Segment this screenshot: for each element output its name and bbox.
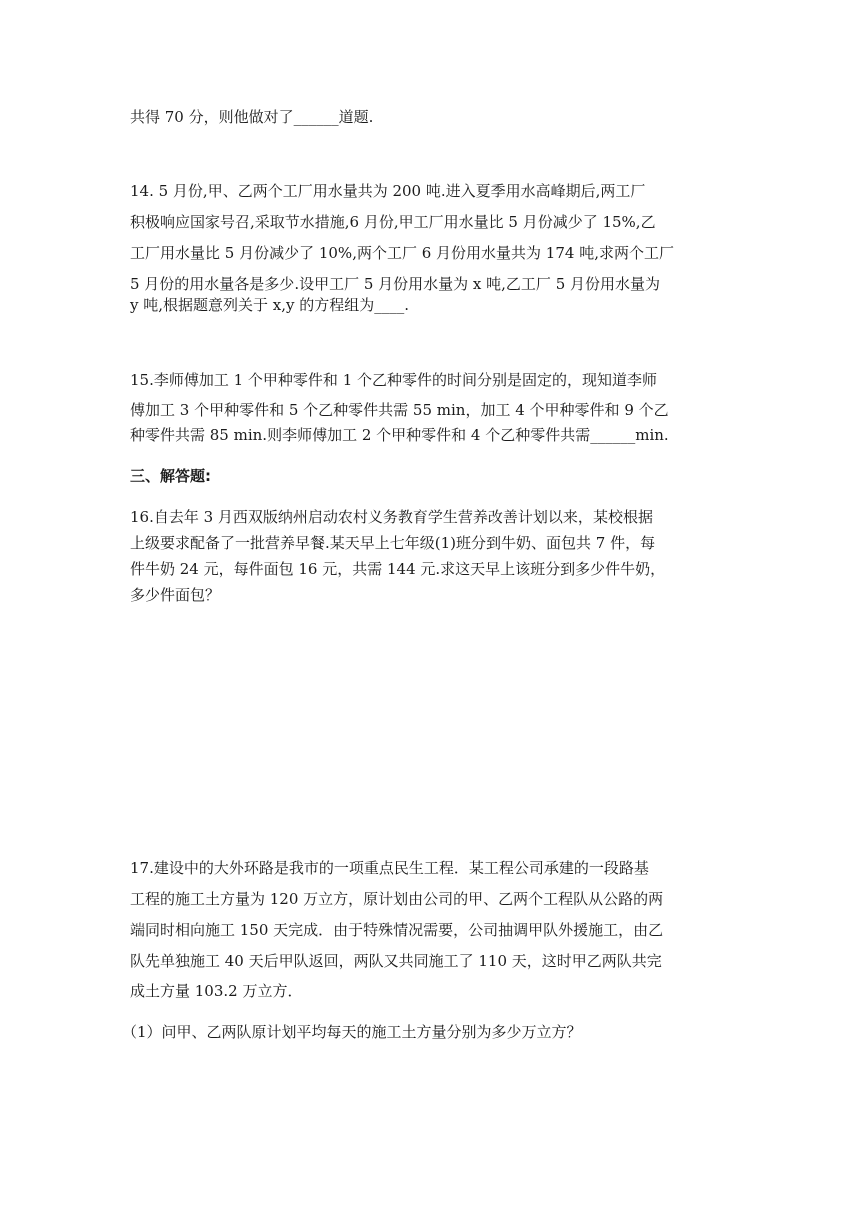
- question-16-line: 件牛奶 24 元，每件面包 16 元，共需 144 元.求这天早上该班分到多少件牛奶，: [130, 560, 666, 578]
- question-14-line: 14. 5 月份,甲、乙两个工厂用水量共为 200 吨.进入夏季用水高峰期后,两工厂: [130, 182, 646, 200]
- question-17-part-1: （1）问甲、乙两队原计划平均每天的施工土方量分别为多少万立方？: [122, 1023, 582, 1041]
- question-14-line: 积极响应国家号召,采取节水措施,6 月份,甲工厂用水量比 5 月份减少了 15%,乙: [130, 213, 656, 231]
- question-17-line: 17.建设中的大外环路是我市的一项重点民生工程．某工程公司承建的一段路基: [130, 859, 649, 877]
- question-17-line: 工程的施工土方量为 120 万立方，原计划由公司的甲、乙两个工程队从公路的两: [130, 890, 664, 908]
- question-14-line: 5 月份的用水量各是多少.设甲工厂 5 月份用水量为 x 吨,乙工厂 5 月份用水量为: [130, 275, 661, 293]
- question-15-line: 傅加工 3 个甲种零件和 5 个乙种零件共需 55 min，加工 4 个甲种零件和 9 个乙: [130, 401, 669, 419]
- question-14-line: 工厂用水量比 5 月份减少了 10%,两个工厂 6 月份用水量共为 174 吨,求两个工厂: [130, 244, 674, 262]
- question-16-line: 上级要求配备了一批营养早餐.某天早上七年级(1)班分到牛奶、面包共 7 件，每: [130, 534, 656, 552]
- question-17-line: 成土方量 103.2 万立方．: [130, 982, 303, 1000]
- section-heading: 三、解答题:: [130, 467, 211, 485]
- question-14-line: y 吨,根据题意列关于 x,y 的方程组为____.: [130, 296, 410, 314]
- question-13-tail: 共得 70 分，则他做对了______道题.: [130, 108, 374, 126]
- question-17-line: 队先单独施工 40 天后甲队返回，两队又共同施工了 110 天，这时甲乙两队共完: [130, 952, 662, 970]
- question-16-line: 多少件面包？: [130, 586, 221, 604]
- question-15-line: 15.李师傅加工 1 个甲种零件和 1 个乙种零件的时间分别是固定的，现知道李师: [130, 371, 658, 389]
- question-17-line: 端同时相向施工 150 天完成．由于特殊情况需要，公司抽调甲队外援施工，由乙: [130, 921, 664, 939]
- question-15-line: 种零件共需 85 min.则李师傅加工 2 个甲种零件和 4 个乙种零件共需______min.: [130, 426, 669, 444]
- question-16-line: 16.自去年 3 月西双版纳州启动农村义务教育学生营养改善计划以来，某校根据: [130, 508, 653, 526]
